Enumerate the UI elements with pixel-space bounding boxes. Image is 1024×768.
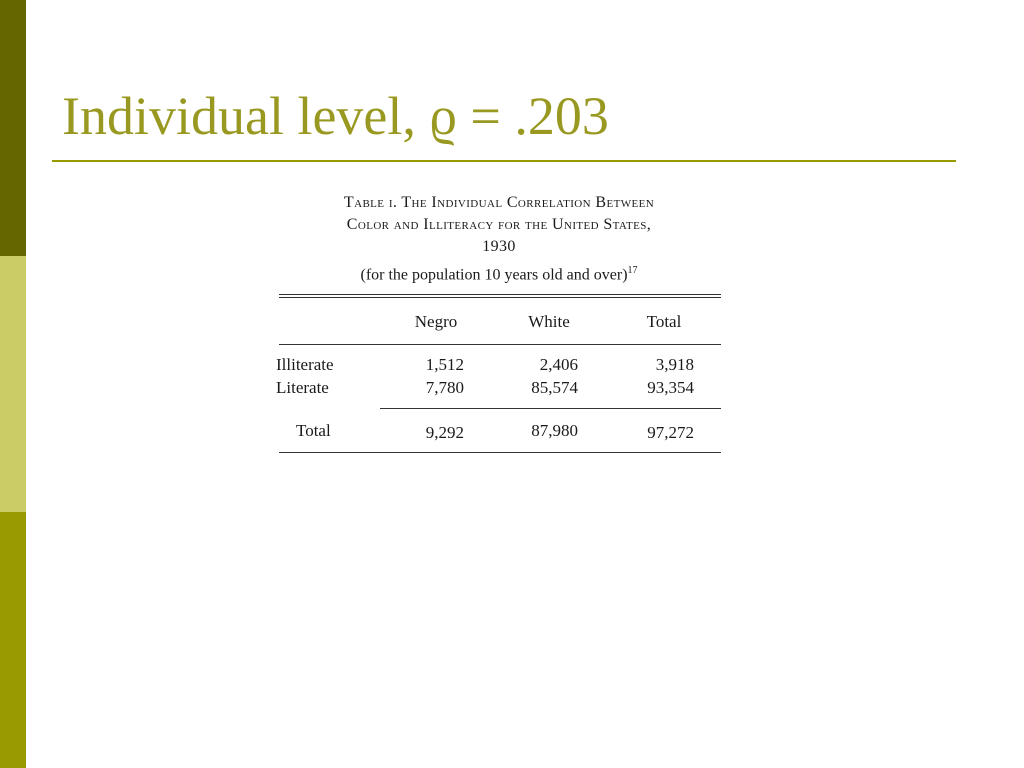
cell-illiterate-white: 2,406 [539, 355, 578, 374]
scanned-table-figure [276, 192, 722, 442]
caption-line-1: Table i. The Individual Correlation Between [343, 194, 655, 211]
table-top-rule [279, 294, 721, 298]
column-header-negro: Negro [414, 312, 458, 331]
caption-line-2: Color and Illiteracy for the United States, [346, 216, 652, 233]
cell-total-total: 97,272 [647, 423, 694, 442]
side-bar-top-segment [0, 0, 26, 256]
title-underline [52, 160, 956, 162]
side-decoration-bar [0, 0, 26, 768]
cell-literate-white: 85,574 [531, 378, 578, 397]
table-bottom-rule [279, 452, 721, 453]
column-header-total: Total [646, 312, 682, 331]
side-bar-bottom-segment [0, 512, 26, 768]
cell-total-white: 87,980 [531, 421, 578, 440]
footnote-marker: 17 [627, 265, 638, 276]
slide-title: Individual level, ϱ = .203 [62, 86, 609, 146]
row-label-literate: Literate [276, 378, 329, 397]
cell-total-negro: 9,292 [425, 423, 464, 442]
cell-illiterate-negro: 1,512 [425, 355, 464, 374]
header-rule [279, 344, 721, 345]
subtotal-rule [380, 408, 721, 409]
row-label-total: Total [296, 421, 331, 440]
caption-line-3: 1930 [482, 238, 516, 255]
cell-literate-negro: 7,780 [425, 378, 464, 397]
cell-literate-total: 93,354 [647, 378, 694, 397]
column-header-white: White [528, 312, 570, 331]
subcaption-text: (for the population 10 years old and over) [360, 266, 628, 284]
table-subcaption [276, 260, 722, 286]
side-bar-middle-segment [0, 256, 26, 512]
cell-illiterate-total: 3,918 [655, 355, 694, 374]
row-label-illiterate: Illiterate [276, 355, 334, 374]
table-caption [276, 192, 722, 258]
